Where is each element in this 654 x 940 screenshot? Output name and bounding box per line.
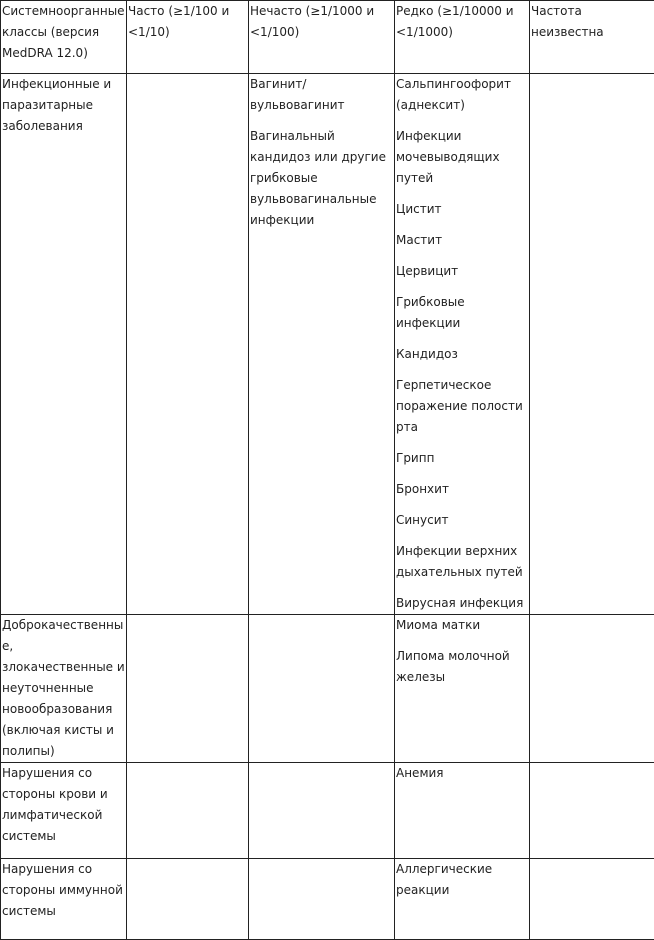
table-row [1, 615, 654, 763]
reaction-item: Анемия [396, 763, 529, 784]
reaction-item: Вагинальный кандидоз или другие грибковые вульвовагинальные инфекции [250, 126, 394, 231]
reaction-item: Герпетическое поражение полости рта [396, 375, 529, 438]
uncommon-cell [249, 615, 395, 763]
table-row [1, 763, 654, 859]
reaction-item: Инфекции мочевыводящих путей [396, 126, 529, 189]
reaction-item: Миома матки [396, 615, 529, 636]
header-rare: Редко (≥1/10000 и <1/1000) [395, 1, 530, 74]
common-cell [127, 859, 249, 940]
reaction-item: Вирусная инфекция [396, 593, 529, 614]
reaction-item: Грибковые инфекции [396, 292, 529, 334]
reaction-item: Бронхит [396, 479, 529, 500]
uncommon-cell [249, 763, 395, 859]
uncommon-cell [249, 859, 395, 940]
header-uncommon: Нечасто (≥1/1000 и <1/100) [249, 1, 395, 74]
unknown-cell [530, 859, 654, 940]
reaction-item: Синусит [396, 510, 529, 531]
reaction-item: Грипп [396, 448, 529, 469]
soc-cell: Нарушения со стороны иммунной системы [1, 859, 127, 940]
common-cell [127, 74, 249, 615]
unknown-cell [530, 763, 654, 859]
rare-cell [395, 859, 530, 940]
reaction-item: Сальпингоофорит (аднексит) [396, 74, 529, 116]
reaction-item: Цистит [396, 199, 529, 220]
rare-cell [395, 74, 530, 615]
header-common: Часто (≥1/100 и <1/10) [127, 1, 249, 74]
reaction-item: Мастит [396, 230, 529, 251]
common-cell [127, 763, 249, 859]
unknown-cell [530, 74, 654, 615]
header-unknown: Частота неизвестна [530, 1, 654, 74]
common-cell [127, 615, 249, 763]
table-row [1, 74, 654, 615]
table-row [1, 859, 654, 940]
reaction-item: Инфекции верхних дыхательных путей [396, 541, 529, 583]
reaction-item: Липома молочной железы [396, 646, 529, 688]
uncommon-cell [249, 74, 395, 615]
soc-cell: Доброкачественные, злокачественные и неуточненные новообразования (включая кисты и полипы) [1, 615, 127, 763]
reaction-item: Вагинит/вульвовагинит [250, 74, 394, 116]
soc-cell: Инфекционные и паразитарные заболевания [1, 74, 127, 615]
rare-cell [395, 763, 530, 859]
reaction-item: Кандидоз [396, 344, 529, 365]
table-header-row [1, 1, 654, 74]
reaction-item: Аллергические реакции [396, 859, 529, 901]
header-soc: Системноорганные классы (версия MedDRA 12.0) [1, 1, 127, 74]
rare-cell [395, 615, 530, 763]
unknown-cell [530, 615, 654, 763]
reaction-item: Цервицит [396, 261, 529, 282]
soc-cell: Нарушения со стороны крови и лимфатической системы [1, 763, 127, 859]
